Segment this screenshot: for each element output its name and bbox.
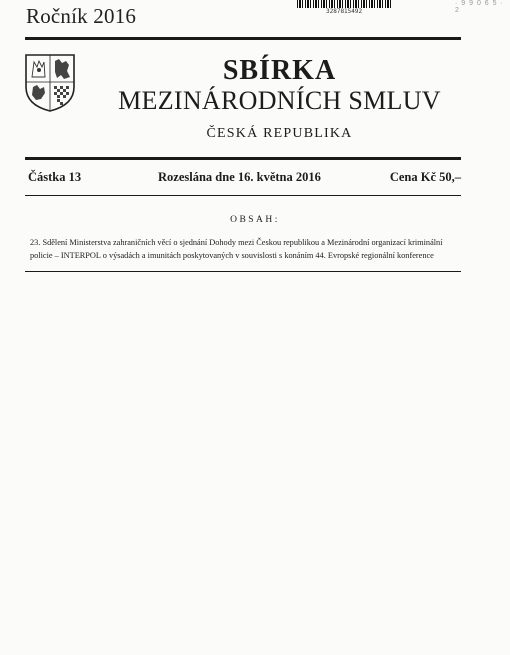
volume-year: Ročník 2016 [26, 4, 137, 28]
barcode [297, 0, 391, 8]
state-emblem-icon [24, 53, 76, 113]
issue-date: Rozeslána dne 16. května 2016 [158, 170, 321, 184]
issue-price: Cena Kč 50,– [389, 170, 461, 184]
issue-part: Částka 13 [28, 170, 82, 184]
contents-rule [25, 271, 461, 272]
collection-title-line2: MEZINÁRODNÍCH SMLUV [118, 86, 441, 115]
barcode-number: 3287815492 [326, 8, 363, 15]
entry-number: 23. [30, 238, 41, 247]
masthead-rule [25, 157, 461, 160]
contents-entry [30, 237, 460, 262]
top-rule [25, 37, 461, 40]
issue-rule [25, 195, 461, 196]
entry-text: Sdělení Ministerstva zahraničních věcí o sjednání Dohody mezi Českou republikou a Mezinárodní organizací kriminální policie – INTERPOL o výsadách a imunitách poskytovaných v souvislosti s konáním 44. Evropské regionální konference [30, 238, 443, 260]
contents-heading: OBSAH: [230, 215, 280, 225]
corner-number: · 9 9 0 6 5 · 2 [455, 0, 504, 14]
country-subtitle: ČESKÁ REPUBLIKA [206, 126, 353, 141]
collection-title-line1: SBÍRKA [222, 55, 337, 86]
